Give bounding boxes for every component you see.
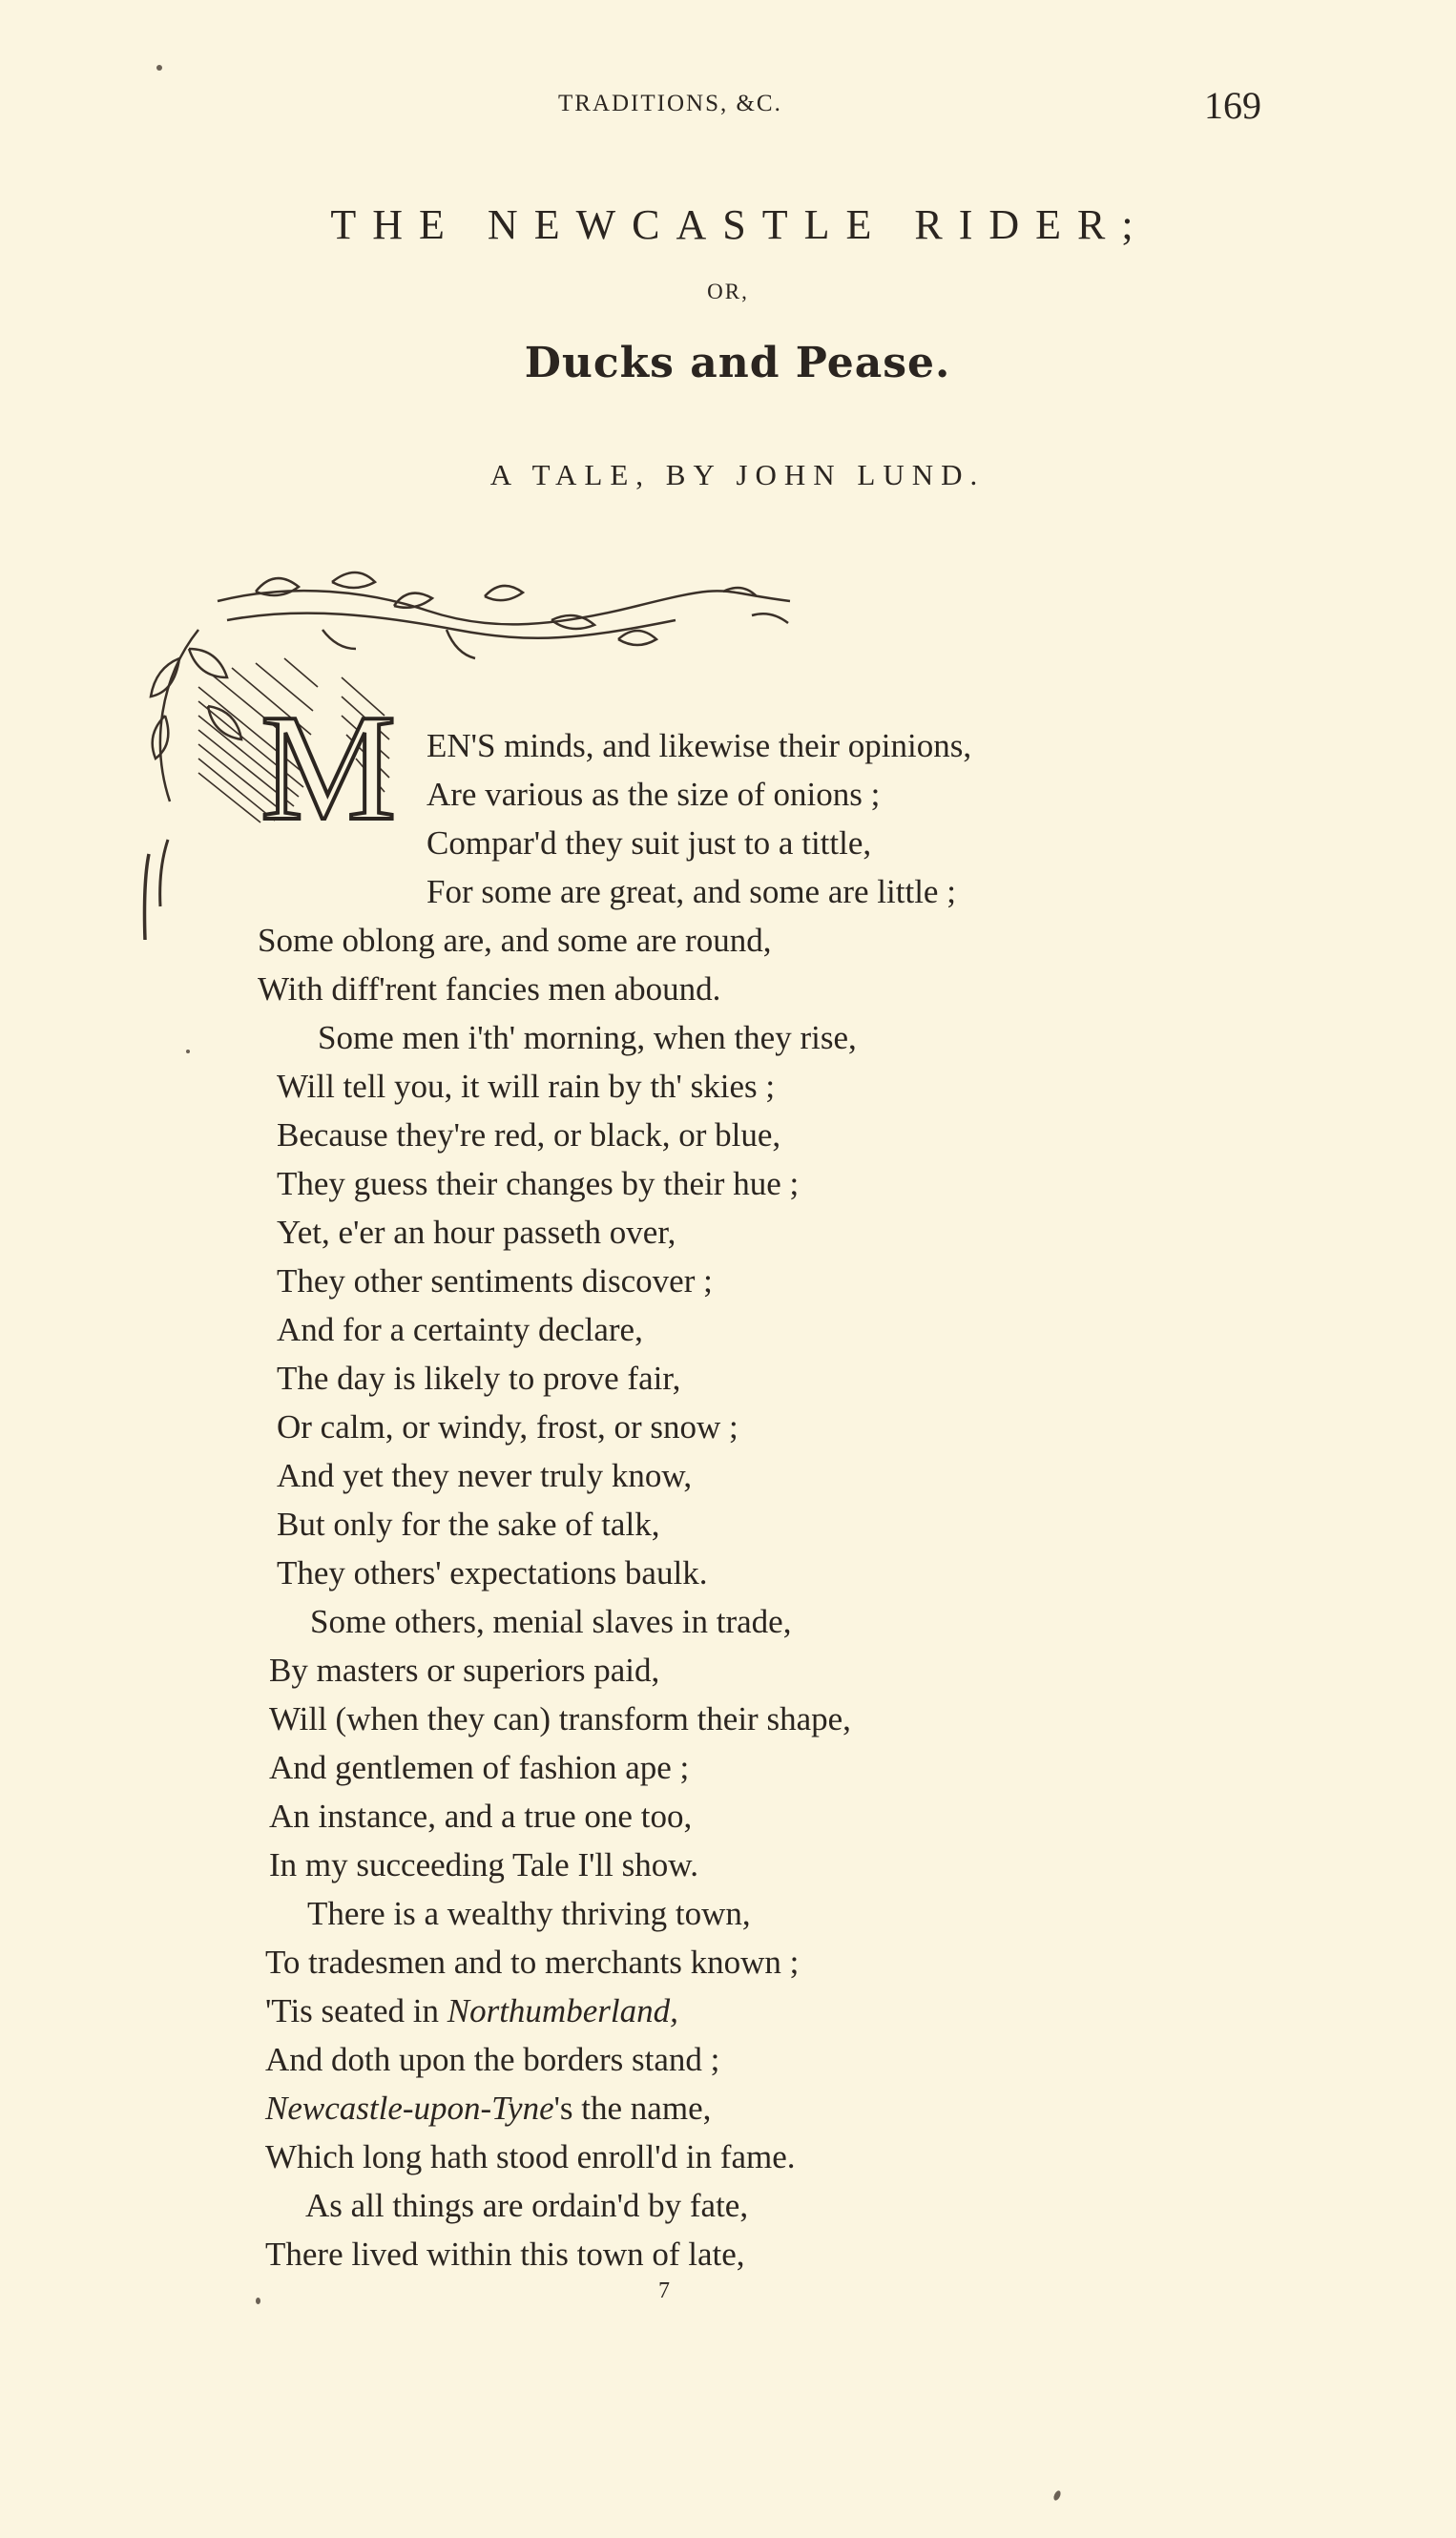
- italic-place-name: Northumberland,: [447, 1992, 678, 2029]
- verse-line: There lived within this town of late,: [265, 2236, 745, 2273]
- verse-line: 'Tis seated in Northumberland,: [265, 1992, 678, 2029]
- verse-line: Yet, e'er an hour passeth over,: [277, 1214, 676, 1251]
- verse-line: EN'S minds, and likewise their opinions,: [426, 727, 972, 764]
- paper-speck: [256, 2298, 260, 2304]
- running-head-title: TRADITIONS, &C.: [558, 91, 782, 116]
- verse-line: They others' expectations baulk.: [277, 1554, 708, 1591]
- drop-cap-letter: M: [260, 682, 397, 852]
- verse-line: And doth upon the borders stand ;: [265, 2041, 720, 2078]
- verse-line: But only for the sake of talk,: [277, 1506, 660, 1543]
- italic-place-name: Newcastle-upon-Tyne: [265, 2090, 554, 2127]
- verse-line: The day is likely to prove fair,: [277, 1360, 681, 1397]
- verse-line: In my succeeding Tale I'll show.: [269, 1846, 698, 1883]
- verse-line: Are various as the size of onions ;: [426, 776, 881, 813]
- verse-line: They guess their changes by their hue ;: [277, 1165, 800, 1202]
- verse-line: Will (when they can) transform their shape,: [269, 1700, 851, 1737]
- byline: A TALE, BY JOHN LUND.: [489, 458, 986, 491]
- page-number: 169: [1204, 84, 1261, 127]
- signature-mark: 7: [658, 2278, 670, 2303]
- title-or: OR,: [707, 280, 749, 303]
- verse-line: There is a wealthy thriving town,: [307, 1895, 751, 1932]
- verse-line: To tradesmen and to merchants known ;: [265, 1944, 800, 1981]
- verse-line: Some others, menial slaves in trade,: [310, 1603, 792, 1640]
- verse-line: Some men i'th' morning, when they rise,: [318, 1019, 857, 1056]
- verse-line: And gentlemen of fashion ape ;: [269, 1749, 690, 1786]
- verse-line: Because they're red, or black, or blue,: [277, 1116, 781, 1154]
- running-head: [0, 84, 1456, 129]
- verse-line: As all things are ordain'd by fate,: [305, 2187, 749, 2224]
- paper-speck: [1052, 2489, 1062, 2502]
- verse-line: And for a certainty declare,: [277, 1311, 643, 1348]
- verse-line: They other sentiments discover ;: [277, 1262, 713, 1300]
- verse-line: Some oblong are, and some are round,: [258, 922, 772, 959]
- verse-line: An instance, and a true one too,: [269, 1798, 693, 1835]
- verse-line: For some are great, and some are little ;: [426, 873, 956, 910]
- poem-subtitle: Ducks and Pease.: [524, 339, 951, 387]
- verse-line: Or calm, or windy, frost, or snow ;: [277, 1408, 738, 1446]
- verse-line: Which long hath stood enroll'd in fame.: [265, 2138, 796, 2175]
- verse-line: Compar'd they suit just to a tittle,: [426, 824, 872, 862]
- paper-speck: [156, 65, 162, 71]
- verse-line: By masters or superiors paid,: [269, 1652, 660, 1689]
- verse-line: With diff'rent fancies men abound.: [258, 970, 721, 1008]
- verse-line: Newcastle-upon-Tyne's the name,: [265, 2090, 712, 2127]
- verse-line: Will tell you, it will rain by th' skies ;: [277, 1068, 776, 1105]
- poem-title: THE NEWCASTLE RIDER;: [330, 201, 1150, 248]
- verse-line: And yet they never truly know,: [277, 1457, 693, 1494]
- paper-speck: [186, 1050, 190, 1053]
